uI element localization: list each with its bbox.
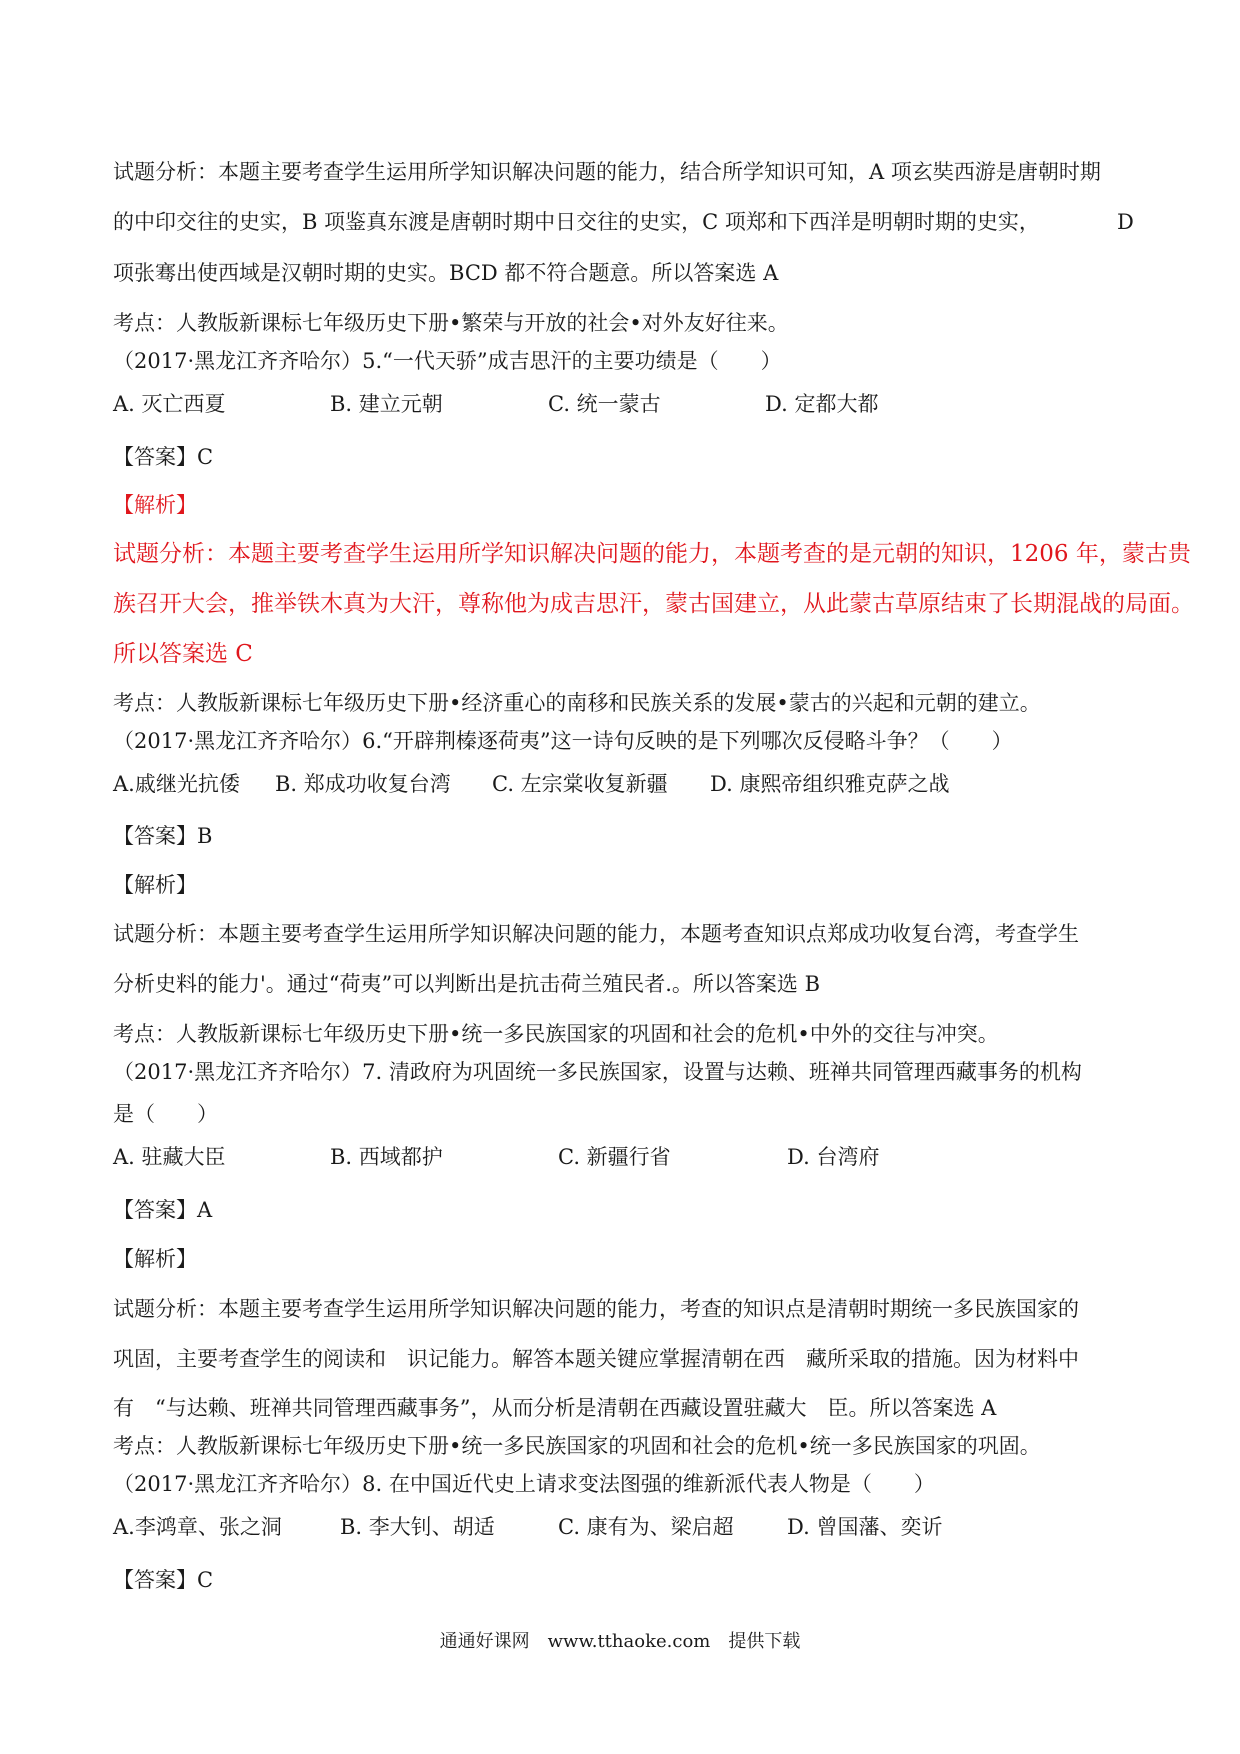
- q7-jiexi-heading: 【解析】: [113, 1247, 197, 1271]
- q6-option-c: C. 左宗棠收复新疆: [492, 772, 668, 796]
- q6-analysis-line2: 分析史料的能力'。通过“荷夷”可以判断出是抗击荷兰殖民者.。所以答案选 B: [113, 972, 821, 996]
- q7-option-c: C. 新疆行省: [558, 1145, 671, 1169]
- q7-analysis-line1: 试题分析：本题主要考查学生运用所学知识解决问题的能力，考查的知识点是清朝时期统一多民族国家的: [113, 1297, 1079, 1321]
- page-footer: 通通好课网 www.tthaoke.com 提供下载: [439, 1631, 801, 1652]
- q7-option-a: A. 驻藏大臣: [113, 1145, 226, 1169]
- q6-kaodian: 考点：人教版新课标七年级历史下册•统一多民族国家的巩固和社会的危机•中外的交往与冲突。: [113, 1022, 999, 1046]
- q5-kaodian: 考点：人教版新课标七年级历史下册•经济重心的南移和民族关系的发展•蒙古的兴起和元朝的建立。: [113, 691, 1041, 715]
- q5-answer: 【答案】C: [113, 445, 214, 469]
- q7-question-line2: 是（ ）: [113, 1102, 218, 1126]
- q5-option-d: D. 定都大都: [765, 392, 879, 416]
- q5-jiexi-heading: 【解析】: [113, 493, 197, 517]
- q6-question: （2017·黑龙江齐齐哈尔）6.“开辟荆榛逐荷夷”这一诗句反映的是下列哪次反侵略斗争？（ ）: [113, 729, 1013, 753]
- q6-analysis-line1: 试题分析：本题主要考查学生运用所学知识解决问题的能力，本题考查知识点郑成功收复台湾，考查学生: [113, 922, 1079, 946]
- q6-option-d: D. 康熙帝组织雅克萨之战: [710, 772, 950, 796]
- q7-analysis-line3: 有 “与达赖、班禅共同管理西藏事务”，从而分析是清朝在西藏设置驻藏大 臣。所以答案选 A: [113, 1396, 997, 1420]
- q6-jiexi-heading: 【解析】: [113, 873, 197, 897]
- q7-option-b: B. 西域都护: [330, 1145, 443, 1169]
- q4-analysis-line3: 项张骞出使西域是汉朝时期的史实。BCD 都不符合题意。所以答案选 A: [113, 261, 779, 285]
- q5-analysis-line1: 试题分析：本题主要考查学生运用所学知识解决问题的能力，本题考查的是元朝的知识，1206 年，蒙古贵: [113, 541, 1191, 567]
- q8-question: （2017·黑龙江齐齐哈尔）8. 在中国近代史上请求变法图强的维新派代表人物是（ ）: [113, 1472, 935, 1496]
- q5-analysis-line3: 所以答案选 C: [113, 641, 253, 667]
- q5-analysis-line2: 族召开大会，推举铁木真为大汗，尊称他为成吉思汗，蒙古国建立，从此蒙古草原结束了长期混战的局面。: [113, 591, 1194, 617]
- q6-answer: 【答案】B: [113, 824, 213, 848]
- q8-option-d: D. 曾国藩、奕䜣: [787, 1515, 943, 1539]
- q4-analysis-line2-tail: D: [1117, 210, 1134, 234]
- q6-option-a: A.戚继光抗倭: [113, 772, 240, 796]
- q5-question: （2017·黑龙江齐齐哈尔）5.“一代天骄”成吉思汗的主要功绩是（ ）: [113, 349, 782, 373]
- q7-question-line1: （2017·黑龙江齐齐哈尔）7. 清政府为巩固统一多民族国家，设置与达赖、班禅共同管理西藏事务的机构: [113, 1060, 1082, 1084]
- q8-answer: 【答案】C: [113, 1568, 214, 1592]
- q5-option-b: B. 建立元朝: [330, 392, 443, 416]
- q7-answer: 【答案】A: [113, 1198, 213, 1222]
- q7-kaodian: 考点：人教版新课标七年级历史下册•统一多民族国家的巩固和社会的危机•统一多民族国家的巩固。: [113, 1434, 1041, 1458]
- q4-analysis-line1: 试题分析：本题主要考查学生运用所学知识解决问题的能力，结合所学知识可知，A 项玄奘西游是唐朝时期: [113, 160, 1101, 184]
- q8-option-b: B. 李大钊、胡适: [340, 1515, 495, 1539]
- q5-option-a: A. 灭亡西夏: [113, 392, 226, 416]
- q7-option-d: D. 台湾府: [787, 1145, 880, 1169]
- q4-analysis-line2: 的中印交往的史实，B 项鉴真东渡是唐朝时期中日交往的史实，C 项郑和下西洋是明朝时期的史实，: [113, 210, 1040, 234]
- q4-kaodian: 考点：人教版新课标七年级历史下册•繁荣与开放的社会•对外友好往来。: [113, 311, 789, 335]
- q7-analysis-line2: 巩固，主要考查学生的阅读和 识记能力。解答本题关键应掌握清朝在西 藏所采取的措施。因为材料中: [113, 1347, 1079, 1371]
- q5-option-c: C. 统一蒙古: [548, 392, 661, 416]
- q8-option-a: A.李鸿章、张之洞: [113, 1515, 282, 1539]
- q8-option-c: C. 康有为、梁启超: [558, 1515, 734, 1539]
- q6-option-b: B. 郑成功收复台湾: [275, 772, 451, 796]
